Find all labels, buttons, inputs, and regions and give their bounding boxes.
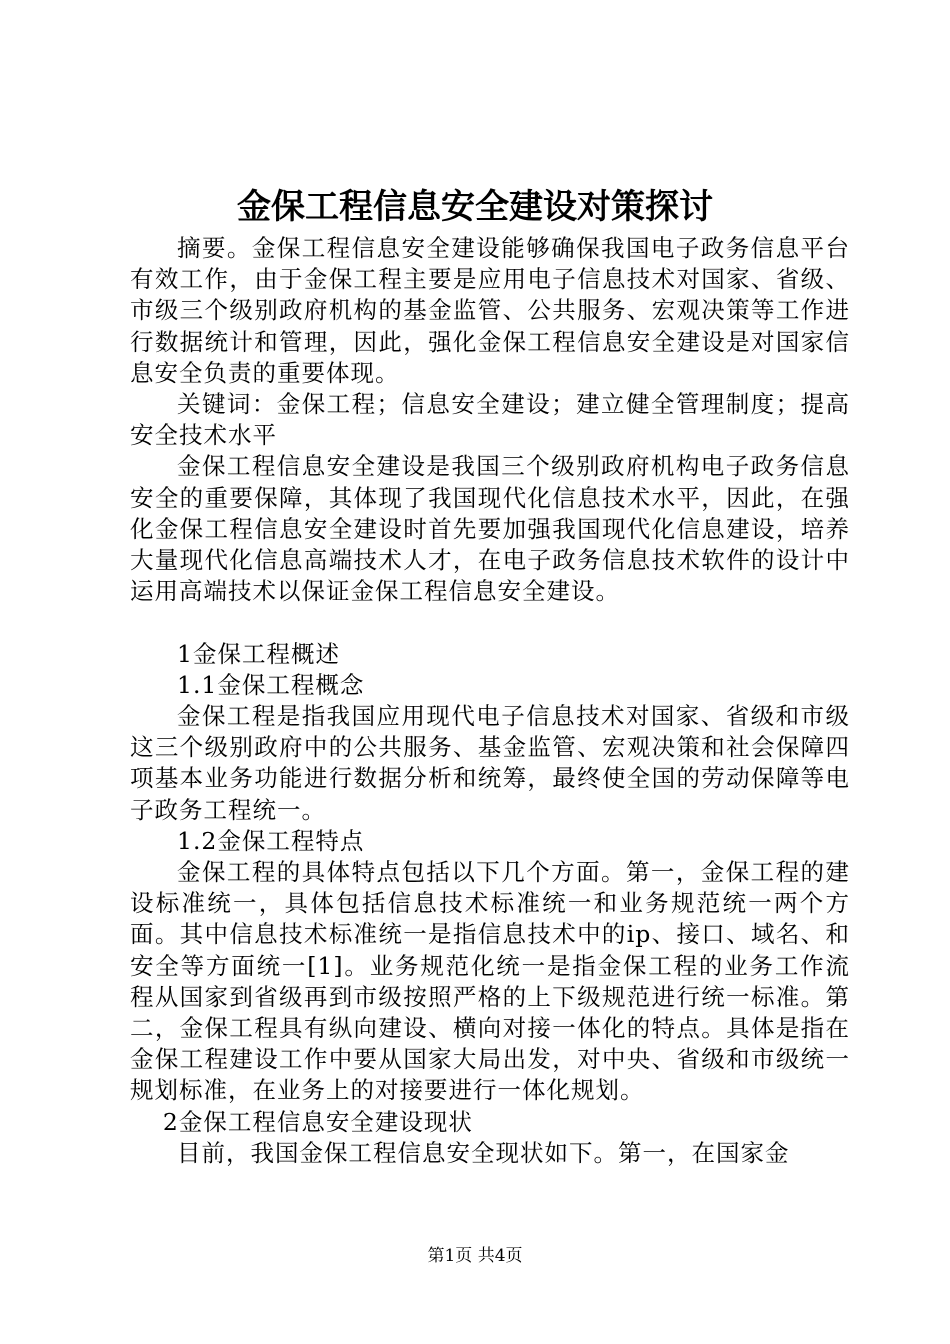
document-title: 金保工程信息安全建设对策探讨 — [237, 187, 713, 227]
keywords-paragraph: 关键词：金保工程；信息安全建设；建立健全管理制度；提高安全技术水平 — [130, 390, 850, 450]
section-heading-1-2: 1.2金保工程特点 — [177, 826, 365, 855]
features-paragraph: 金保工程的具体特点包括以下几个方面。第一，金保工程的建设标准统一，具体包括信息技术标准统一和业务规范统一两个方面。其中信息技术标准统一是指信息技术中的ip、接口、域名、和安全等方面统一[1]。业务规范化统一是指金保工程的业务工作流程从国家到省级再到市级按照严格的上下级规范进行统一标准。第二，金保工程具有纵向建设、横向对接一体化的特点。具体是指在金保工程建设工作中要从国家大局出发，对中央、省级和市级统一规划标准，在业务上的对接要进行一体化规划。 — [130, 858, 850, 1105]
document-body — [130, 233, 850, 1169]
abstract-paragraph: 摘要。金保工程信息安全建设能够确保我国电子政务信息平台有效工作，由于金保工程主要是应用电子信息技术对国家、省级、市级三个级别政府机构的基金监管、公共服务、宏观决策等工作进行数据统计和管理，因此，强化金保工程信息安全建设是对国家信息安全负责的重要体现。 — [130, 234, 850, 387]
intro-paragraph: 金保工程信息安全建设是我国三个级别政府机构电子政务信息安全的重要保障，其体现了我国现代化信息技术水平，因此，在强化金保工程信息安全建设时首先要加强我国现代化信息建设，培养大量现代化信息高端技术人才，在电子政务信息技术软件的设计中运用高端技术以保证金保工程信息安全建设。 — [130, 452, 850, 606]
section-heading-1: 1金保工程概述 — [177, 639, 340, 668]
concept-paragraph: 金保工程是指我国应用现代电子信息技术对国家、省级和市级这三个级别政府中的公共服务、基金监管、宏观决策和社会保障四项基本业务功能进行数据分析和统筹，最终使全国的劳动保障等电子政务工程统一。 — [130, 702, 850, 824]
section-heading-1-1: 1.1金保工程概念 — [177, 670, 365, 699]
page-footer: 第1页 共4页 — [427, 1246, 523, 1266]
status-paragraph: 目前，我国金保工程信息安全现状如下。第一，在国家金 — [177, 1138, 790, 1167]
section-heading-2: 2金保工程信息安全建设现状 — [162, 1107, 473, 1136]
paragraph-spacer — [130, 607, 850, 638]
